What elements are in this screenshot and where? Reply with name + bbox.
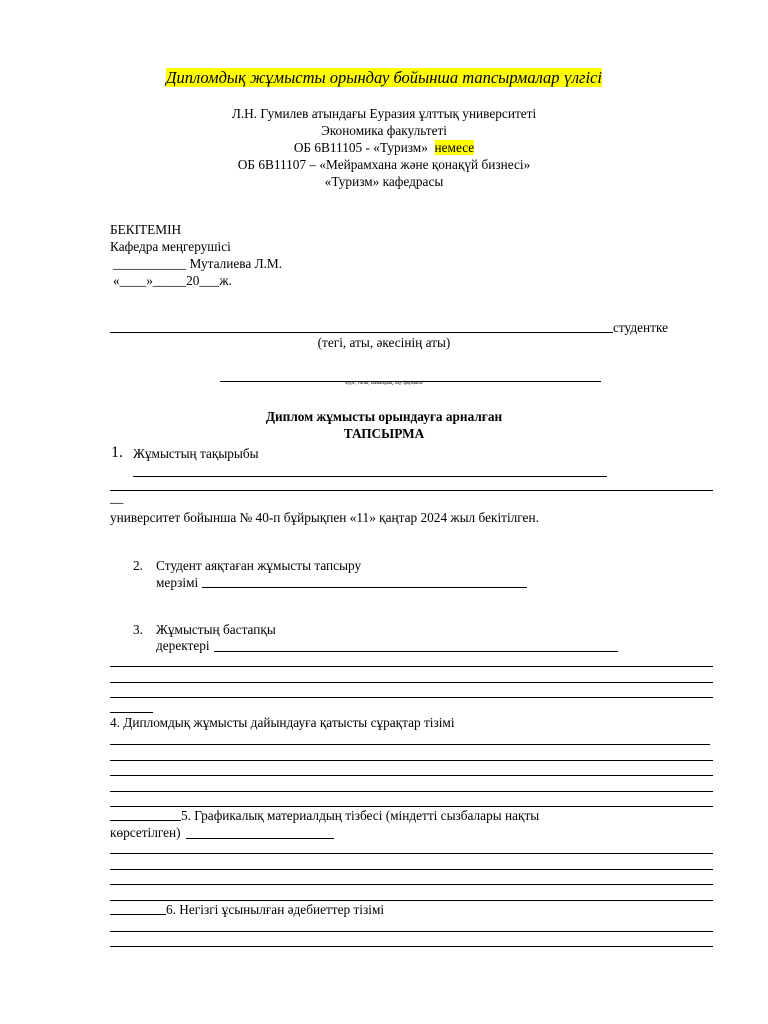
item4-line-4 bbox=[110, 791, 713, 792]
item6-line-1 bbox=[110, 931, 713, 932]
order-text: университет бойынша № 40-п бұйрықпен «11» қаңтар 2024 жыл бекітілген. bbox=[110, 510, 539, 525]
item4-label: 4. Дипломдық жұмысты дайындауға қатысты сұрақтар тізімі bbox=[110, 715, 455, 730]
item1-line-2 bbox=[110, 490, 713, 491]
item4-line-5 bbox=[110, 806, 713, 807]
item3-line-5 bbox=[110, 712, 153, 713]
item1-line bbox=[133, 476, 607, 477]
assignment-heading: Диплом жұмысты орындауға арналған bbox=[265, 409, 503, 424]
assignment-heading-2: ТАПСЫРМА bbox=[343, 426, 425, 441]
item4-line-2 bbox=[110, 760, 713, 761]
item5-prefix-line bbox=[110, 820, 181, 821]
program-1: ОБ 6В11105 - «Туризм» bbox=[293, 140, 428, 155]
or-word: немесе bbox=[434, 140, 475, 155]
item4-line-3 bbox=[110, 775, 713, 776]
student-caption: (тегі, аты, әкесінің аты) bbox=[317, 335, 451, 350]
program-2: ОБ 6В11107 – «Мейрамхана және қонақүй бизнесі» bbox=[237, 157, 531, 172]
item2-line bbox=[202, 587, 527, 588]
faculty-name: Экономика факультеті bbox=[320, 123, 447, 138]
head-title: Кафедра меңгерушісі bbox=[110, 239, 231, 254]
item4-line-1 bbox=[110, 744, 710, 745]
item5-line-3 bbox=[110, 869, 713, 870]
item3-number: 3. bbox=[133, 622, 143, 637]
item3-label: Жұмыстың бастапқы bbox=[156, 622, 276, 637]
program-line-1 bbox=[0, 140, 768, 156]
item2-number: 2. bbox=[133, 558, 143, 573]
item2-label: Студент аяқтаған жұмысты тапсыру bbox=[156, 558, 362, 573]
item1-label: Жұмыстың тақырыбы bbox=[133, 446, 259, 461]
approve-label: БЕКІТЕМІН bbox=[110, 222, 182, 237]
item6-label: 6. Негізгі ұсынылған әдебиеттер тізімі bbox=[166, 902, 385, 917]
student-suffix: студентке bbox=[613, 320, 668, 335]
item1-overflow: __ bbox=[110, 490, 124, 505]
item3-label-2: деректері bbox=[156, 638, 210, 653]
item5-line-2 bbox=[110, 853, 713, 854]
item3-line bbox=[214, 651, 618, 652]
course-caption: курс, топы, мамандық, оқу формасы bbox=[345, 381, 423, 386]
item3-line-4 bbox=[110, 697, 713, 698]
item5-line-5 bbox=[110, 900, 713, 901]
item6-prefix-line bbox=[110, 914, 166, 915]
item1-number: 1. bbox=[111, 444, 123, 461]
university-name: Л.Н. Гумилев атындағы Еуразия ұлттық университеті bbox=[231, 106, 537, 121]
item5-label: 5. Графикалық материалдың тізбесі (міндетті сызбалары нақты bbox=[181, 808, 540, 823]
department-name: «Туризм» кафедрасы bbox=[324, 174, 444, 189]
item3-line-2 bbox=[110, 666, 713, 667]
item3-line-3 bbox=[110, 682, 713, 683]
item6-line-2 bbox=[110, 946, 713, 947]
document-title: Дипломдық жұмысты орындау бойынша тапсырмалар үлгісі bbox=[166, 68, 602, 87]
item2-label-2: мерзімі bbox=[156, 575, 199, 590]
date-line: «____»_____20___ж. bbox=[113, 273, 232, 288]
student-name-line bbox=[110, 332, 613, 333]
document-title-row bbox=[0, 70, 768, 86]
signature-line: ___________ Муталиева Л.М. bbox=[113, 256, 283, 271]
item5-line bbox=[186, 838, 334, 839]
item5-label-2: көрсетілген) bbox=[110, 825, 181, 840]
item5-line-4 bbox=[110, 884, 713, 885]
